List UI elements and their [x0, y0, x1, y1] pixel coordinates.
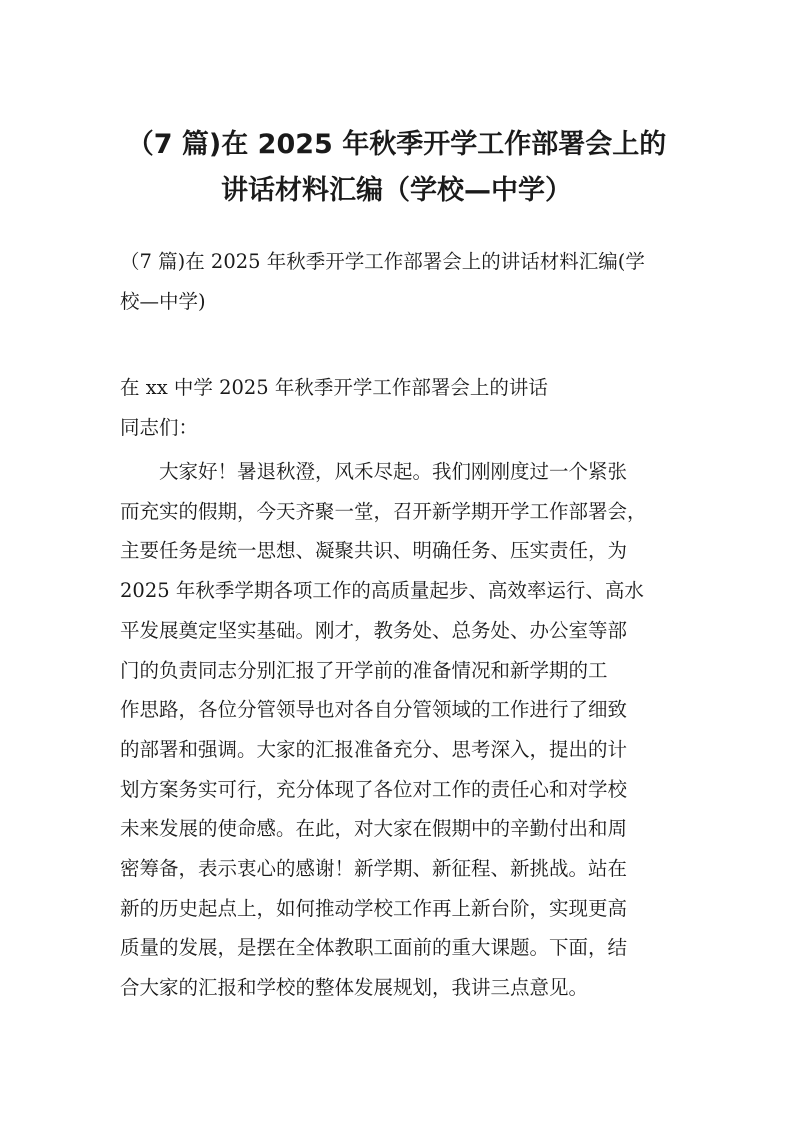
body-line: 门的负责同志分别汇报了开学前的准备情况和新学期的工 [120, 658, 608, 682]
body-line: 未来发展的使命感。在此，对大家在假期中的辛勤付出和周 [120, 817, 628, 841]
body-line: 的部署和强调。大家的汇报准备充分、思考深入，提出的计 [120, 737, 628, 761]
document-subtitle [120, 242, 680, 322]
body-line: 密筹备，表示衷心的感谢！新学期、新征程、新挑战。站在 [120, 857, 628, 881]
title-line: 讲话材料汇编（学校—中学） [221, 175, 572, 206]
body-line: 质量的发展，是摆在全体教职工面前的重大课题。下面，结 [120, 936, 628, 960]
document-title [100, 122, 693, 214]
body-line: 新的历史起点上，如何推动学校工作再上新台阶，实现更高 [120, 896, 628, 920]
subtitle-line: 校—中学) [120, 290, 206, 313]
body-line: 大家好！暑退秋澄，风禾尽起。我们刚刚度过一个紧张 [120, 460, 628, 483]
speech-title: 在 xx 中学 2025 年秋季开学工作部署会上的讲话 [120, 376, 548, 399]
body-line: 划方案务实可行，充分体现了各位对工作的责任心和对学校 [120, 777, 628, 801]
body-line: 作思路，各位分管领导也对各自分管领域的工作进行了细致 [120, 698, 628, 722]
title-line: （7 篇)在 2025 年秋季开学工作部署会上的 [126, 129, 667, 160]
subtitle-line: （7 篇)在 2025 年秋季开学工作部署会上的讲话材料汇编(学 [120, 250, 645, 273]
body-line: 2025 年秋季学期各项工作的高质量起步、高效率运行、高水 [120, 579, 644, 603]
body-line: 而充实的假期，今天齐聚一堂，召开新学期开学工作部署会， [120, 499, 647, 523]
body-paragraph [120, 452, 680, 1008]
salutation: 同志们： [120, 416, 199, 439]
body-line: 平发展奠定坚实基础。刚才，教务处、总务处、办公室等部 [120, 618, 628, 642]
body-line: 合大家的汇报和学校的整体发展规划，我讲三点意见。 [120, 976, 589, 1000]
body-line: 主要任务是统一思想、凝聚共识、明确任务、压实责任，为 [120, 539, 628, 563]
